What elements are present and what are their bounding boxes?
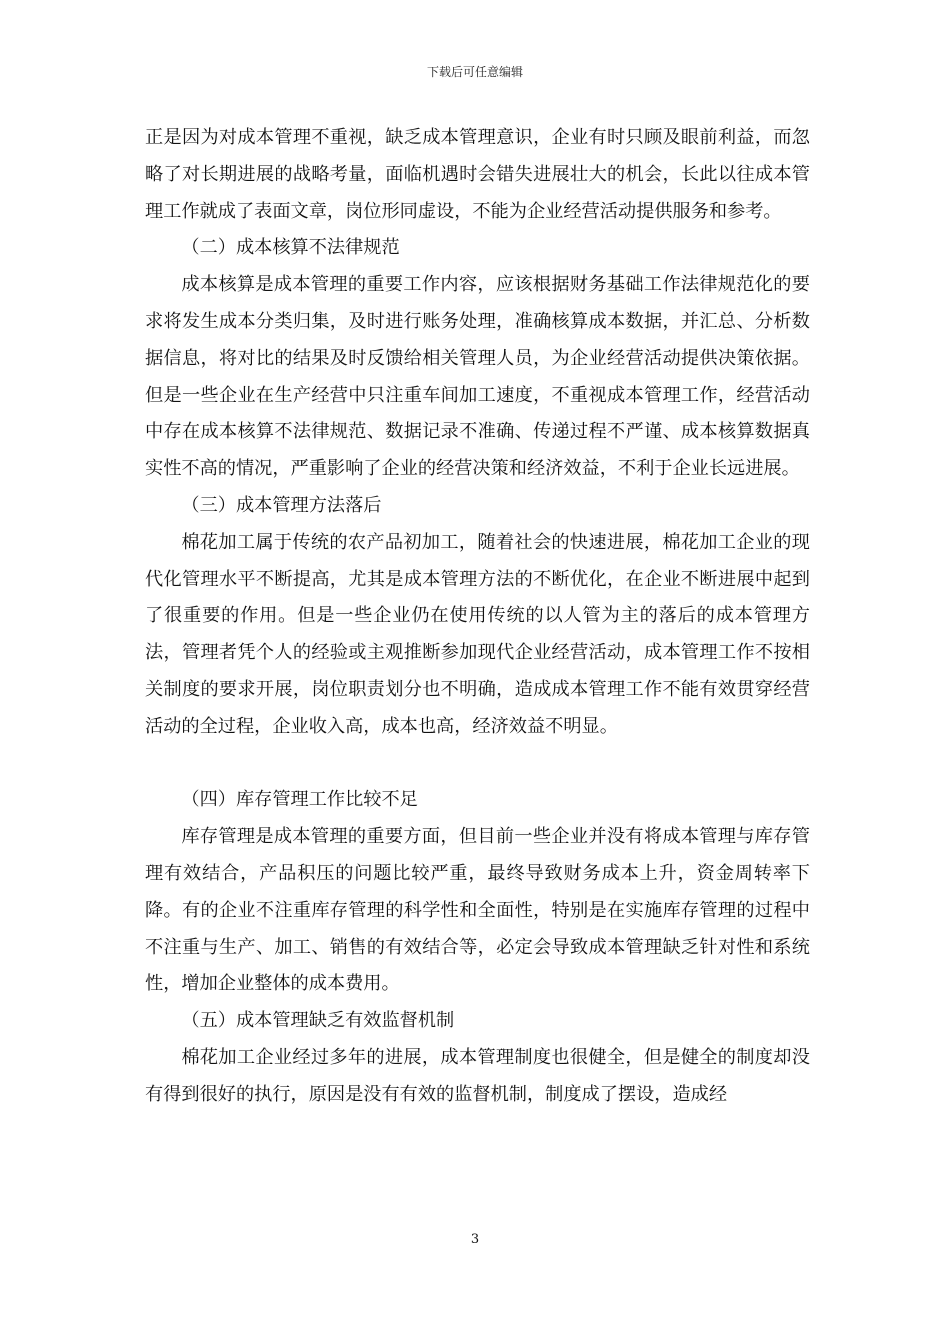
section-heading-2: （二）成本核算不法律规范 — [181, 237, 400, 259]
document-body — [145, 120, 810, 1114]
paragraph-continuation: 正是因为对成本管理不重视，缺乏成本管理意识，企业有时只顾及眼前利益，而忽略了对长期进展的战略考量，面临机遇时会错失进展壮大的机会，长此以往成本管理工作就成了表面文章，岗位形同虚设，不能为企业经营活动提供服务和参考。 — [145, 127, 810, 222]
paragraph-cost-accounting: 成本核算是成本管理的重要工作内容，应该根据财务基础工作法律规范化的要求将发生成本分类归集，及时进行账务处理，准确核算成本数据，并汇总、分析数据信息，将对比的结果及时反馈给相关管理人员，为企业经营活动提供决策依据。但是一些企业在生产经营中只注重车间加工速度，不重视成本管理工作，经营活动中存在成本核算不法律规范、数据记录不准确、传递过程不严谨、成本核算数据真实性不高的情况，严重影响了企业的经营决策和经济效益，不利于企业长远进展。 — [145, 274, 810, 480]
page-header-note: 下载后可任意编辑 — [426, 65, 523, 79]
paragraph-inventory: 库存管理是成本管理的重要方面，但目前一些企业并没有将成本管理与库存管理有效结合，产品积压的问题比较严重，最终导致财务成本上升，资金周转率下降。有的企业不注重库存管理的科学性和全面性，特别是在实施库存管理的过程中不注重与生产、加工、销售的有效结合等，必定会导致成本管理缺乏针对性和系统性，增加企业整体的成本费用。 — [145, 826, 810, 995]
section-heading-5: （五）成本管理缺乏有效监督机制 — [181, 1010, 455, 1032]
section-heading-3: （三）成本管理方法落后 — [181, 494, 382, 516]
paragraph-supervision: 棉花加工企业经过多年的进展，成本管理制度也很健全，但是健全的制度却没有得到很好的执行，原因是没有有效的监督机制，制度成了摆设，造成经 — [145, 1046, 810, 1105]
paragraph-cost-methods: 棉花加工属于传统的农产品初加工，随着社会的快速进展，棉花加工企业的现代化管理水平不断提高，尤其是成本管理方法的不断优化，在企业不断进展中起到了很重要的作用。但是一些企业仍在使用传统的以人管为主的落后的成本管理方法，管理者凭个人的经验或主观推断参加现代企业经营活动，成本管理工作不按相关制度的要求开展，岗位职责划分也不明确，造成成本管理工作不能有效贯穿经营活动的全过程，企业收入高，成本也高，经济效益不明显。 — [145, 531, 810, 737]
page-number: 3 — [470, 1232, 480, 1247]
section-heading-4: （四）库存管理工作比较不足 — [181, 789, 418, 811]
paragraph-spacer — [145, 746, 810, 783]
